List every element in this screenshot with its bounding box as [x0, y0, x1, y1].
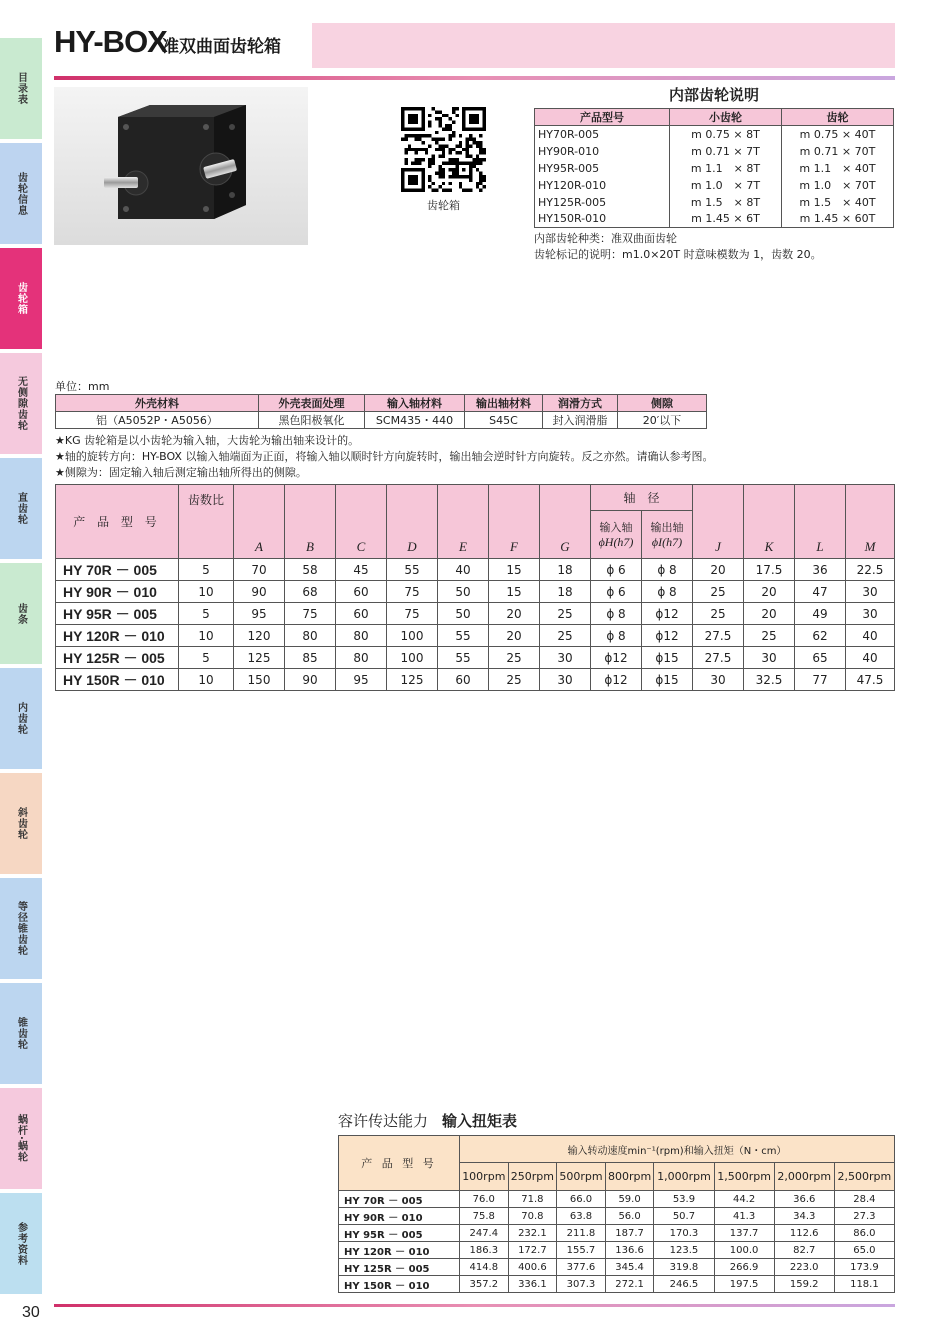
torque-value: 76.0: [460, 1191, 509, 1208]
dim-value: 75: [387, 581, 438, 603]
dim-header-j: J: [693, 485, 744, 559]
dim-value: 25: [489, 669, 540, 691]
side-tab[interactable]: [0, 458, 42, 561]
torque-value: 70.8: [508, 1208, 557, 1225]
torque-value: 137.7: [714, 1225, 774, 1242]
dim-value: 50: [438, 603, 489, 625]
torque-row: [339, 1276, 895, 1293]
side-tab-label: 等径锥齿轮: [15, 901, 27, 956]
material-value: 封入润滑脂: [543, 412, 618, 429]
material-value: 铝（A5052P・A5056）: [56, 412, 259, 429]
torque-value: 272.1: [605, 1276, 654, 1293]
side-tab-label: 目录表: [15, 72, 27, 105]
side-tab[interactable]: [0, 38, 42, 141]
material-header: 润滑方式: [543, 395, 618, 412]
torque-value: 266.9: [714, 1259, 774, 1276]
dim-value: 65: [795, 647, 846, 669]
page-title: HY-BOX: [54, 24, 167, 59]
torque-value: 36.6: [774, 1191, 834, 1208]
side-tab-label: 齿轮箱: [15, 282, 27, 315]
dim-header-e: E: [438, 485, 489, 559]
gear-pinion: m 0.75 × 8T: [670, 126, 782, 143]
dim-header-l: L: [795, 485, 846, 559]
torque-value: 186.3: [460, 1242, 509, 1259]
side-tab[interactable]: [0, 878, 42, 981]
dim-input-shaft: ϕ 6: [591, 581, 642, 603]
torque-value: 172.7: [508, 1242, 557, 1259]
side-tab-label: 无侧隙齿轮: [15, 376, 27, 431]
torque-value: 357.2: [460, 1276, 509, 1293]
dim-row: [56, 647, 895, 669]
torque-value: 400.6: [508, 1259, 557, 1276]
torque-model: HY 90R － 010: [339, 1208, 460, 1225]
page-number: 30: [22, 1304, 40, 1321]
dim-value: 47: [795, 581, 846, 603]
dim-output-shaft: ϕ15: [642, 669, 693, 691]
dim-input-shaft: ϕ 6: [591, 559, 642, 581]
side-tab-label: 齿轮信息: [15, 171, 27, 216]
dim-header-m: M: [846, 485, 895, 559]
dim-header-output-shaft: [642, 511, 693, 559]
dim-header-shaft: 轴 径: [591, 485, 693, 511]
torque-value: 319.8: [654, 1259, 714, 1276]
gear-model: HY95R-005: [535, 160, 670, 177]
dim-row: [56, 603, 895, 625]
dim-output-shaft: ϕ15: [642, 647, 693, 669]
torque-value: 170.3: [654, 1225, 714, 1242]
dim-value: 30: [846, 581, 895, 603]
gear-gear: m 1.1 × 40T: [782, 160, 894, 177]
dim-value: 100: [387, 625, 438, 647]
output-shaft-symbol: ϕI(h7): [651, 535, 683, 549]
dim-value: 90: [234, 581, 285, 603]
dim-value: 55: [387, 559, 438, 581]
material-table: [55, 394, 707, 429]
dim-value: 17.5: [744, 559, 795, 581]
internal-gear-table: [534, 108, 894, 228]
gear-row: [535, 143, 894, 160]
torque-value: 307.3: [557, 1276, 606, 1293]
dim-value: 20: [489, 625, 540, 647]
dim-value: 20: [693, 559, 744, 581]
gear-pinion: m 1.5 × 8T: [670, 194, 782, 211]
header-divider: [54, 76, 895, 80]
side-tab[interactable]: [0, 1088, 42, 1191]
material-header: 输出轴材料: [465, 395, 543, 412]
dim-value: 25: [540, 625, 591, 647]
gear-header-gear: 齿轮: [782, 109, 894, 126]
torque-speed-header: 250rpm: [508, 1163, 557, 1191]
torque-header-model: 产 品 型 号: [339, 1136, 460, 1191]
dim-model: HY 70R － 005: [56, 559, 179, 581]
side-tab-label: 直齿轮: [15, 492, 27, 525]
gear-row: [535, 160, 894, 177]
side-tab[interactable]: [0, 353, 42, 456]
dim-header-a: A: [234, 485, 285, 559]
gear-gear: m 1.45 × 60T: [782, 211, 894, 228]
qr-code[interactable]: [401, 107, 486, 192]
torque-model: HY 125R － 005: [339, 1259, 460, 1276]
material-value: 黑色阳极氧化: [259, 412, 365, 429]
dim-value: 125: [387, 669, 438, 691]
dim-ratio: 5: [179, 647, 234, 669]
torque-value: 197.5: [714, 1276, 774, 1293]
material-header: 外壳材料: [56, 395, 259, 412]
torque-model: HY 95R － 005: [339, 1225, 460, 1242]
torque-value: 414.8: [460, 1259, 509, 1276]
dim-header-model: 产 品 型 号: [56, 485, 179, 559]
torque-speed-header: 100rpm: [460, 1163, 509, 1191]
material-header: 外壳表面处理: [259, 395, 365, 412]
gear-pinion: m 1.0 × 7T: [670, 177, 782, 194]
torque-value: 159.2: [774, 1276, 834, 1293]
dim-value: 30: [693, 669, 744, 691]
dim-value: 90: [285, 669, 336, 691]
torque-value: 336.1: [508, 1276, 557, 1293]
torque-value: 34.3: [774, 1208, 834, 1225]
dim-header-ratio: 齿数比: [179, 485, 234, 559]
torque-value: 247.4: [460, 1225, 509, 1242]
dim-model: HY 95R － 005: [56, 603, 179, 625]
input-shaft-label: 输入轴: [599, 521, 633, 534]
torque-value: 100.0: [714, 1242, 774, 1259]
page-subtitle: 准双曲面齿轮箱: [162, 37, 281, 57]
torque-speed-header: 800rpm: [605, 1163, 654, 1191]
dim-value: 40: [438, 559, 489, 581]
torque-value: 187.7: [605, 1225, 654, 1242]
torque-value: 246.5: [654, 1276, 714, 1293]
dim-value: 30: [540, 669, 591, 691]
torque-value: 44.2: [714, 1191, 774, 1208]
gear-model: HY150R-010: [535, 211, 670, 228]
footer-divider: [54, 1304, 895, 1307]
side-tab-label: 斜齿轮: [15, 807, 27, 840]
gear-pinion: m 1.1 × 8T: [670, 160, 782, 177]
side-tab[interactable]: [0, 563, 42, 666]
dim-value: 25: [489, 647, 540, 669]
output-shaft-label: 输出轴: [650, 521, 684, 534]
torque-value: 53.9: [654, 1191, 714, 1208]
dim-value: 125: [234, 647, 285, 669]
torque-value: 173.9: [834, 1259, 894, 1276]
dim-value: 18: [540, 581, 591, 603]
side-tab[interactable]: [0, 1193, 42, 1296]
torque-value: 41.3: [714, 1208, 774, 1225]
dim-value: 25: [693, 603, 744, 625]
material-value: 20′以下: [618, 412, 707, 429]
torque-value: 71.8: [508, 1191, 557, 1208]
torque-value: 136.6: [605, 1242, 654, 1259]
side-tab-label: 蜗杆·蜗轮: [15, 1114, 27, 1163]
dim-value: 27.5: [693, 647, 744, 669]
dim-output-shaft: ϕ 8: [642, 581, 693, 603]
torque-value: 86.0: [834, 1225, 894, 1242]
gear-row: [535, 126, 894, 143]
dim-value: 60: [336, 603, 387, 625]
torque-row: [339, 1191, 895, 1208]
dim-input-shaft: ϕ12: [591, 647, 642, 669]
torque-speed-header: 2,000rpm: [774, 1163, 834, 1191]
dim-output-shaft: ϕ12: [642, 603, 693, 625]
dim-value: 15: [489, 559, 540, 581]
dim-header-d: D: [387, 485, 438, 559]
torque-title: [338, 1110, 517, 1131]
dim-value: 150: [234, 669, 285, 691]
dim-value: 20: [744, 603, 795, 625]
torque-value: 50.7: [654, 1208, 714, 1225]
dim-value: 20: [744, 581, 795, 603]
product-photo: [54, 87, 308, 245]
dim-value: 22.5: [846, 559, 895, 581]
dim-header-input-shaft: [591, 511, 642, 559]
dim-ratio: 5: [179, 603, 234, 625]
gear-row: [535, 177, 894, 194]
torque-value: 377.6: [557, 1259, 606, 1276]
torque-value: 155.7: [557, 1242, 606, 1259]
torque-row: [339, 1225, 895, 1242]
gear-gear: m 0.75 × 40T: [782, 126, 894, 143]
gear-pinion: m 1.45 × 6T: [670, 211, 782, 228]
note-backlash: ★侧隙为：固定输入轴后测定输出轴所得出的侧隙。: [55, 466, 307, 479]
torque-model: HY 150R － 010: [339, 1276, 460, 1293]
side-tab-label: 内齿轮: [15, 702, 27, 735]
qr-code-icon: [401, 107, 486, 192]
torque-table: [338, 1135, 895, 1293]
side-tab[interactable]: [0, 248, 42, 351]
dim-input-shaft: ϕ 8: [591, 625, 642, 647]
torque-row: [339, 1242, 895, 1259]
gear-header-pinion: 小齿轮: [670, 109, 782, 126]
torque-value: 27.3: [834, 1208, 894, 1225]
dim-value: 47.5: [846, 669, 895, 691]
gear-model: HY70R-005: [535, 126, 670, 143]
dim-value: 60: [336, 581, 387, 603]
gear-model: HY125R-005: [535, 194, 670, 211]
dim-value: 75: [387, 603, 438, 625]
dim-row: [56, 559, 895, 581]
dim-value: 20: [489, 603, 540, 625]
torque-value: 82.7: [774, 1242, 834, 1259]
dim-header-b: B: [285, 485, 336, 559]
torque-value: 65.0: [834, 1242, 894, 1259]
dim-value: 80: [336, 625, 387, 647]
dim-ratio: 10: [179, 669, 234, 691]
dim-value: 36: [795, 559, 846, 581]
dim-ratio: 5: [179, 559, 234, 581]
torque-title-main: 容许传达能力: [338, 1112, 429, 1130]
torque-value: 211.8: [557, 1225, 606, 1242]
internal-gear-title: 内部齿轮说明: [668, 86, 759, 104]
dim-value: 15: [489, 581, 540, 603]
dim-value: 45: [336, 559, 387, 581]
torque-value: 66.0: [557, 1191, 606, 1208]
dim-header-f: F: [489, 485, 540, 559]
dim-value: 40: [846, 625, 895, 647]
torque-value: 345.4: [605, 1259, 654, 1276]
dim-value: 55: [438, 625, 489, 647]
dim-value: 25: [744, 625, 795, 647]
torque-row: [339, 1259, 895, 1276]
side-tab-label: 参考资料: [15, 1221, 27, 1266]
material-value: SCM435・440: [365, 412, 465, 429]
side-tab[interactable]: [0, 773, 42, 876]
dim-value: 27.5: [693, 625, 744, 647]
dim-value: 85: [285, 647, 336, 669]
torque-value: 123.5: [654, 1242, 714, 1259]
dimension-table: [55, 484, 895, 691]
dim-ratio: 10: [179, 625, 234, 647]
dim-model: HY 125R － 005: [56, 647, 179, 669]
torque-header-speed: 输入转动速度min⁻¹(rpm)和输入扭矩（N・cm）: [460, 1136, 895, 1163]
dim-value: 77: [795, 669, 846, 691]
dim-value: 62: [795, 625, 846, 647]
dim-value: 100: [387, 647, 438, 669]
gear-marking-note: 齿轮标记的说明：m1.0×20T 时意味模数为 1，齿数 20。: [534, 248, 822, 261]
dim-row: [56, 625, 895, 647]
dim-output-shaft: ϕ12: [642, 625, 693, 647]
gear-gear: m 1.0 × 70T: [782, 177, 894, 194]
dim-ratio: 10: [179, 581, 234, 603]
qr-caption: 齿轮箱: [427, 199, 460, 212]
dim-value: 50: [438, 581, 489, 603]
dim-value: 40: [846, 647, 895, 669]
dim-value: 30: [846, 603, 895, 625]
dim-value: 80: [336, 647, 387, 669]
dim-value: 68: [285, 581, 336, 603]
dim-header-g: G: [540, 485, 591, 559]
side-tab[interactable]: [0, 668, 42, 771]
dim-value: 70: [234, 559, 285, 581]
torque-speed-header: 2,500rpm: [834, 1163, 894, 1191]
input-shaft-symbol: ϕH(h7): [598, 535, 634, 549]
torque-value: 63.8: [557, 1208, 606, 1225]
dim-value: 30: [540, 647, 591, 669]
unit-label: 单位：mm: [55, 380, 110, 393]
gear-model: HY120R-010: [535, 177, 670, 194]
torque-row: [339, 1208, 895, 1225]
side-tab-label: 锥齿轮: [15, 1017, 27, 1050]
header-banner: [312, 23, 895, 68]
dim-header-k: K: [744, 485, 795, 559]
gear-model: HY90R-010: [535, 143, 670, 160]
dim-header-c: C: [336, 485, 387, 559]
torque-value: 118.1: [834, 1276, 894, 1293]
dim-input-shaft: ϕ12: [591, 669, 642, 691]
dim-value: 30: [744, 647, 795, 669]
dim-value: 18: [540, 559, 591, 581]
dim-input-shaft: ϕ 8: [591, 603, 642, 625]
gear-pinion: m 0.71 × 7T: [670, 143, 782, 160]
dim-value: 32.5: [744, 669, 795, 691]
torque-model: HY 120R － 010: [339, 1242, 460, 1259]
torque-value: 56.0: [605, 1208, 654, 1225]
gear-row: [535, 194, 894, 211]
dim-value: 95: [234, 603, 285, 625]
dim-model: HY 90R － 010: [56, 581, 179, 603]
dim-value: 25: [693, 581, 744, 603]
side-tab-label: 齿条: [15, 602, 27, 625]
dim-value: 75: [285, 603, 336, 625]
note-design: ★KG 齿轮箱是以小齿轮为输入轴，大齿轮为输出轴来设计的。: [55, 434, 360, 447]
torque-speed-header: 1,000rpm: [654, 1163, 714, 1191]
material-header: 侧隙: [618, 395, 707, 412]
dim-model: HY 120R － 010: [56, 625, 179, 647]
gear-gear: m 1.5 × 40T: [782, 194, 894, 211]
torque-speed-header: 1,500rpm: [714, 1163, 774, 1191]
gear-row: [535, 211, 894, 228]
dim-value: 58: [285, 559, 336, 581]
dim-output-shaft: ϕ 8: [642, 559, 693, 581]
gear-header-model: 产品型号: [535, 109, 670, 126]
gearbox-image: [54, 87, 308, 245]
torque-model: HY 70R － 005: [339, 1191, 460, 1208]
torque-value: 223.0: [774, 1259, 834, 1276]
dim-value: 25: [540, 603, 591, 625]
gear-type-note: 内部齿轮种类：准双曲面齿轮: [534, 232, 677, 245]
side-tab[interactable]: [0, 143, 42, 246]
dim-value: 95: [336, 669, 387, 691]
gear-gear: m 0.71 × 70T: [782, 143, 894, 160]
torque-title-bold: 输入扭矩表: [442, 1112, 518, 1130]
torque-value: 75.8: [460, 1208, 509, 1225]
material-value: S45C: [465, 412, 543, 429]
dim-value: 55: [438, 647, 489, 669]
dim-value: 60: [438, 669, 489, 691]
dim-value: 49: [795, 603, 846, 625]
dim-value: 80: [285, 625, 336, 647]
torque-speed-header: 500rpm: [557, 1163, 606, 1191]
dim-row: [56, 581, 895, 603]
torque-value: 112.6: [774, 1225, 834, 1242]
dim-model: HY 150R － 010: [56, 669, 179, 691]
torque-value: 59.0: [605, 1191, 654, 1208]
dim-value: 120: [234, 625, 285, 647]
torque-value: 232.1: [508, 1225, 557, 1242]
dim-row: [56, 669, 895, 691]
torque-value: 28.4: [834, 1191, 894, 1208]
note-rotation: ★轴的旋转方向：HY-BOX 以输入轴端面为正面，将输入轴以顺时针方向旋转时，输出轴会逆时针方向旋转。反之亦然。请确认参考图。: [55, 450, 714, 463]
side-tab[interactable]: [0, 983, 42, 1086]
material-header: 输入轴材料: [365, 395, 465, 412]
